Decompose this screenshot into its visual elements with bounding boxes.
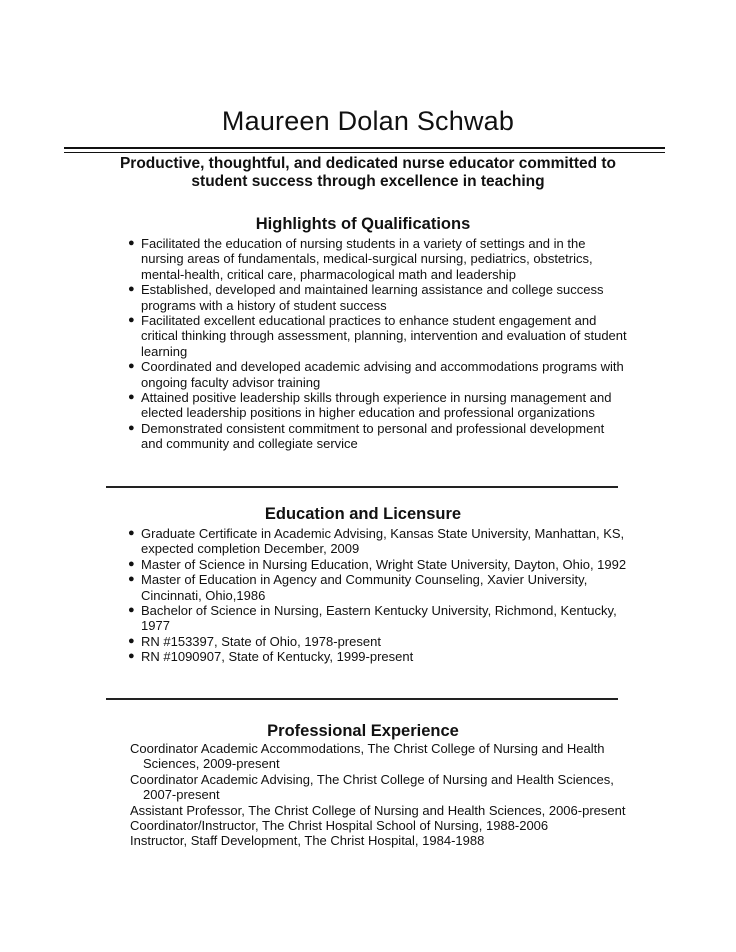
- education-title: Education and Licensure: [264, 505, 462, 523]
- list-item: ● Demonstrated consistent commitment to personal and professional development and community and collegiate service: [128, 420, 605, 452]
- objective-statement: [80, 155, 656, 191]
- bullet-icon: ●: [128, 634, 135, 647]
- list-item: ● Bachelor of Science in Nursing, Eastern Kentucky University, Richmond, Kentucky, 1977: [128, 603, 617, 634]
- experience-title: Professional Experience: [267, 722, 459, 740]
- objective-line-1: Productive, thoughtful, and dedicated nurse educator committed to: [119, 155, 617, 172]
- qualifications-list: [128, 236, 628, 452]
- section-divider: [106, 698, 618, 700]
- list-item: ● Master of Science in Nursing Education, Wright State University, Dayton, Ohio, 1992: [128, 556, 627, 572]
- bullet-icon: ●: [128, 237, 135, 249]
- list-item: ● Facilitated excellent educational practices to enhance student engagement and critical thinking through assessment, planning, intervention and evaluation of student learning: [128, 313, 627, 359]
- list-item: ● Master of Education in Agency and Community Counseling, Xavier University, Cincinnati, Ohio,1986: [128, 572, 588, 603]
- list-item: Assistant Professor, The Christ College of Nursing and Health Sciences, 2006-present: [130, 802, 626, 818]
- bullet-icon: ●: [128, 573, 135, 586]
- list-item: ● Facilitated the education of nursing students in a variety of settings and in the nursing areas of fundamentals, medical-surgical nursing, pediatrics, obstetrics, mental-health, critical care, pharmacological math and leadership: [128, 236, 593, 282]
- bullet-icon: ●: [128, 527, 135, 539]
- list-item: ● RN #1090907, State of Kentucky, 1999-present: [128, 649, 414, 665]
- list-item: Coordinator/Instructor, The Christ Hospital School of Nursing, 1988-2006: [130, 818, 549, 834]
- header-rule-thin: [64, 152, 665, 153]
- list-item: ● Graduate Certificate in Academic Advising, Kansas State University, Manhattan, KS, expected completion December, 2009: [128, 526, 625, 557]
- candidate-name: Maureen Dolan Schwab: [221, 106, 515, 137]
- section-divider: [106, 486, 618, 488]
- bullet-icon: ●: [128, 604, 135, 617]
- bullet-icon: ●: [128, 360, 135, 373]
- bullet-icon: ●: [128, 391, 135, 404]
- experience-list: [130, 741, 630, 849]
- header-rule-thick: [64, 147, 665, 149]
- list-item: Coordinator Academic Advising, The Christ College of Nursing and Health Sciences, 2007-present: [130, 771, 614, 803]
- list-item: ● Attained positive leadership skills through experience in nursing management and elected leadership positions in higher education and professional organizations: [128, 390, 612, 421]
- list-item: Coordinator Academic Accommodations, The Christ College of Nursing and Health Sciences, 2009-present: [130, 741, 605, 772]
- list-item: Instructor, Staff Development, The Christ Hospital, 1984-1988: [130, 833, 485, 849]
- bullet-icon: ●: [128, 421, 135, 434]
- bullet-icon: ●: [128, 557, 135, 570]
- qualifications-title: Highlights of Qualifications: [255, 215, 471, 233]
- list-item: ● Established, developed and maintained learning assistance and college success programs with a history of student success: [128, 282, 604, 313]
- bullet-icon: ●: [128, 314, 135, 327]
- objective-line-2: student success through excellence in teaching: [191, 173, 545, 190]
- education-list: [128, 526, 628, 665]
- list-item: ● Coordinated and developed academic advising and accommodations programs with ongoing faculty advisor training: [128, 359, 624, 390]
- list-item: ● RN #153397, State of Ohio, 1978-present: [128, 633, 381, 649]
- bullet-icon: ●: [128, 283, 135, 296]
- bullet-icon: ●: [128, 650, 135, 663]
